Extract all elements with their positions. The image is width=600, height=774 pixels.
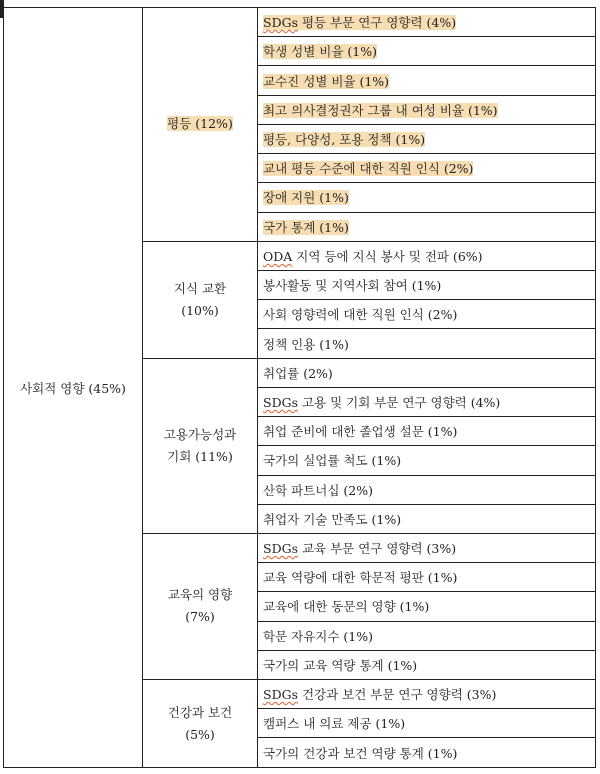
indicator-text: 학문 자유지수 (1%): [263, 628, 373, 644]
table-row: [4, 8, 596, 37]
indicator-text: 취업률 (2%): [263, 365, 333, 381]
indicator-cell: [258, 154, 596, 183]
social-impact-table: [3, 7, 596, 768]
indicator-cell: [258, 680, 596, 709]
indicator-cell: [258, 446, 596, 475]
indicator-text: 장애 지원 (1%): [263, 190, 349, 206]
indicator-cell: [258, 533, 596, 562]
indicator-prefix: SDGs: [263, 541, 298, 557]
table-body: [4, 8, 596, 768]
subcategory-weight: (5%): [185, 726, 215, 742]
indicator-text: 교수진 성별 비율 (1%): [263, 73, 390, 89]
indicator-text: 고용 및 기회 부문 연구 영향력 (4%): [298, 394, 501, 410]
subcategory-label: 교육의 영향: [167, 587, 233, 603]
indicator-cell: [258, 504, 596, 533]
indicator-cell: [258, 709, 596, 738]
subcategory-cell-knowledge-exchange: [143, 241, 258, 358]
subcategory-label: 지식 교환: [173, 280, 227, 296]
indicator-cell: [258, 329, 596, 358]
subcategory-weight: (7%): [185, 609, 215, 625]
subcategory-label: 고용가능성과: [163, 426, 237, 442]
subcategory-label: 건강과 보건: [167, 704, 233, 720]
indicator-cell: [258, 475, 596, 504]
indicator-text: 산학 파트너십 (2%): [263, 482, 373, 498]
indicator-text: 최고 의사결정권자 그룹 내 여성 비율 (1%): [263, 102, 498, 118]
indicator-text: 국가 통계 (1%): [263, 219, 349, 235]
subcategory-cell-health: [143, 680, 258, 768]
indicator-text: 취업자 기술 만족도 (1%): [263, 511, 402, 527]
subcategory-cell-employability: [143, 358, 258, 533]
subcategory-cell-education: [143, 533, 258, 679]
indicator-text: 교내 평등 수준에 대한 직원 인식 (2%): [263, 161, 474, 177]
indicator-text: 학생 성별 비율 (1%): [263, 44, 377, 60]
indicator-cell: [258, 417, 596, 446]
indicator-prefix: SDGs: [263, 15, 298, 31]
indicator-cell: [258, 738, 596, 768]
subcategory-weight: 기회 (11%): [167, 448, 233, 464]
indicator-text: 사회 영향력에 대한 직원 인식 (2%): [263, 307, 458, 323]
indicator-text: 정책 인용 (1%): [263, 336, 349, 352]
category-label: 사회적 영향 (45%): [20, 380, 126, 396]
indicator-cell: [258, 358, 596, 387]
category-cell: [4, 8, 143, 768]
indicator-text: 취업 준비에 대한 졸업생 설문 (1%): [263, 424, 458, 440]
indicator-prefix: ODA: [263, 248, 293, 264]
indicator-text: 교육에 대한 동문의 영향 (1%): [263, 599, 430, 615]
indicator-cell: [258, 300, 596, 329]
indicator-cell: [258, 66, 596, 95]
indicator-cell: [258, 8, 596, 37]
indicator-text: 국가의 실업률 척도 (1%): [263, 453, 402, 469]
indicator-prefix: SDGs: [263, 687, 298, 703]
indicator-text: 건강과 보건 부문 연구 영향력 (3%): [298, 687, 497, 703]
indicator-cell: [258, 387, 596, 416]
indicator-text: 국가의 건강과 보건 역량 통계 (1%): [263, 745, 458, 761]
indicator-cell: [258, 37, 596, 66]
subcategory-cell-equality: [143, 8, 258, 242]
indicator-text: 캠퍼스 내 의료 제공 (1%): [263, 716, 406, 732]
indicator-cell: [258, 212, 596, 241]
indicator-cell: [258, 592, 596, 621]
indicator-cell: [258, 95, 596, 124]
indicator-prefix: SDGs: [263, 394, 298, 410]
indicator-cell: [258, 241, 596, 270]
indicator-text: 평등, 다양성, 포용 정책 (1%): [263, 131, 426, 147]
indicator-text: 교육 부문 연구 영향력 (3%): [298, 541, 457, 557]
indicator-cell: [258, 650, 596, 679]
indicator-cell: [258, 183, 596, 212]
indicator-text: 봉사활동 및 지역사회 참여 (1%): [263, 278, 442, 294]
indicator-cell: [258, 563, 596, 592]
indicator-cell: [258, 270, 596, 299]
indicator-text: 교육 역량에 대한 학문적 평판 (1%): [263, 570, 458, 586]
indicator-cell: [258, 621, 596, 650]
indicator-text: 평등 부문 연구 영향력 (4%): [298, 15, 457, 31]
subcategory-weight: (10%): [181, 302, 219, 318]
subcategory-label: 평등 (12%): [167, 116, 233, 132]
indicator-text: 국가의 교육 역량 통계 (1%): [263, 657, 418, 673]
indicator-text: 지역 등에 지식 봉사 및 전파 (6%): [292, 248, 483, 264]
indicator-cell: [258, 124, 596, 153]
